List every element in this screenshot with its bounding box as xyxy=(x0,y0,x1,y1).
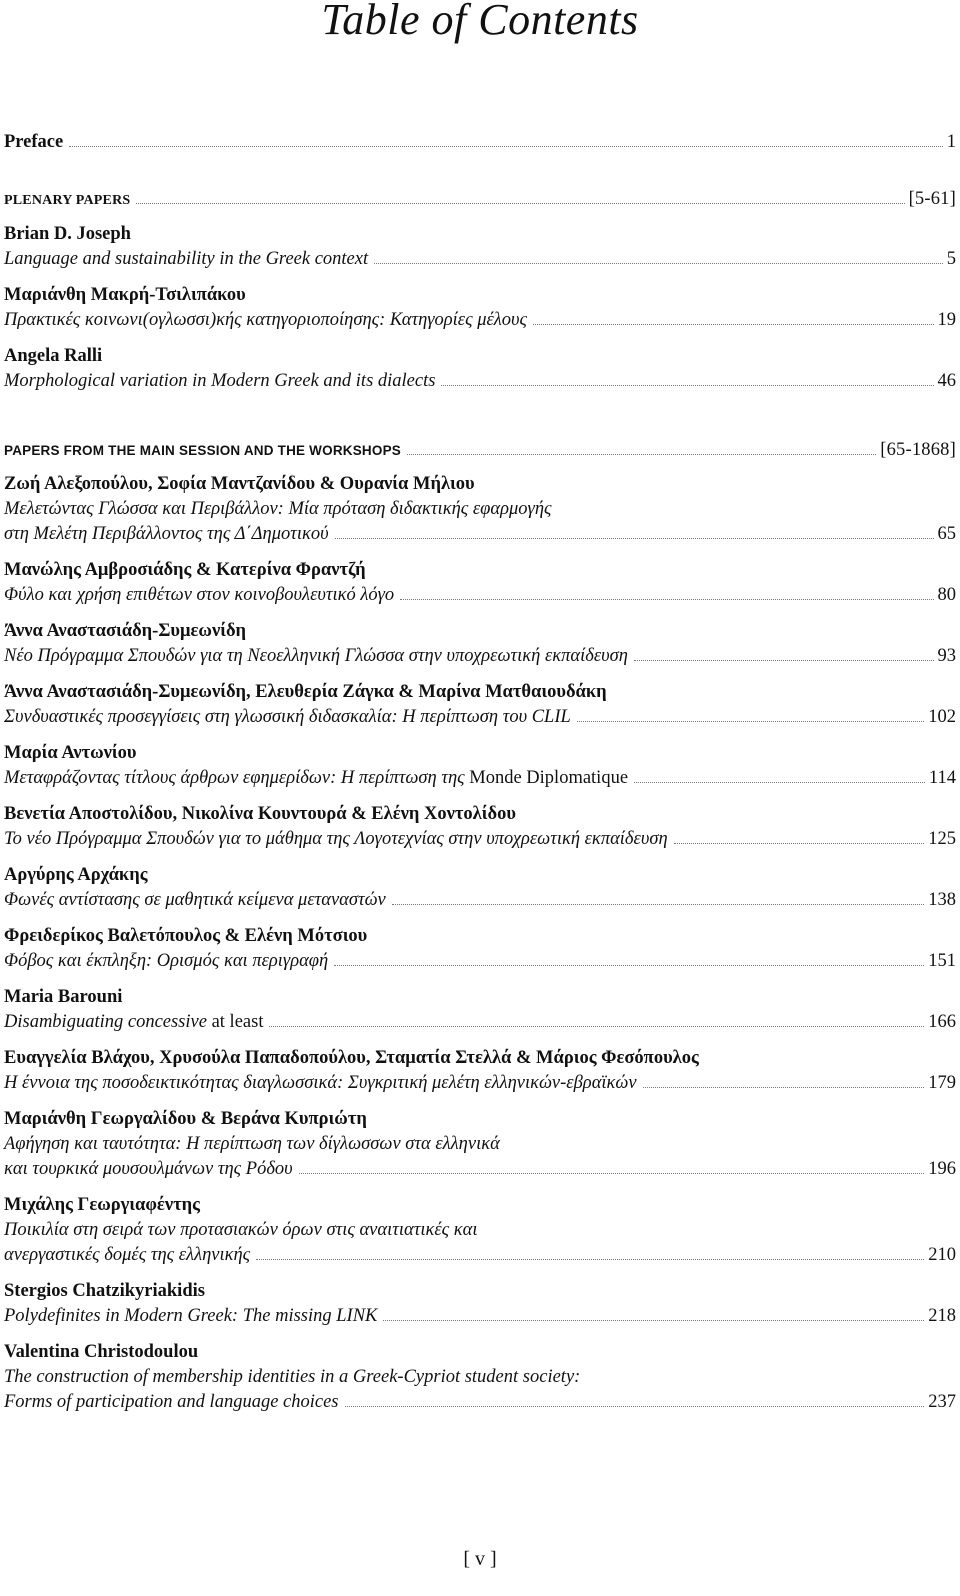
toc-preface-row[interactable] xyxy=(4,130,956,155)
dot-leader xyxy=(136,203,904,204)
dot-leader xyxy=(345,1406,925,1407)
entry-author: Brian D. Joseph xyxy=(4,224,131,244)
toc-entry[interactable] xyxy=(4,924,956,974)
dot-leader xyxy=(392,904,924,905)
entry-title-text: στη Μελέτη Περιβάλλοντος της Δ΄Δημοτικού xyxy=(4,524,329,544)
entry-title xyxy=(4,644,628,669)
entry-title xyxy=(4,522,329,547)
dot-leader xyxy=(69,146,943,147)
toc-entry[interactable] xyxy=(4,863,956,913)
entry-title-text: Language and sustainability in the Greek context xyxy=(4,249,369,269)
page-number: 102 xyxy=(928,707,956,727)
plenary-entries xyxy=(4,222,956,394)
entry-title xyxy=(4,1390,339,1415)
entry-title-text: Η έννοια της ποσοδεικτικότητας διαγλωσσικά: Συγκριτική μελέτη ελληνικών-εβραϊκών xyxy=(4,1073,637,1093)
entry-title-text: Φωνές αντίστασης σε μαθητικά κείμενα μεταναστών xyxy=(4,890,386,910)
dot-leader xyxy=(577,721,924,722)
page-number: 5 xyxy=(946,249,956,269)
page-footer-number: [ v ] xyxy=(463,1548,497,1570)
entry-title xyxy=(4,308,527,333)
entry-author: Βενετία Αποστολίδου, Νικολίνα Κουντουρά & Ελένη Χοντολίδου xyxy=(4,804,516,824)
page-number: 218 xyxy=(928,1306,956,1326)
entry-title-row xyxy=(4,766,956,791)
dot-leader xyxy=(256,1259,924,1260)
entry-title-line: Μελετώντας Γλώσσα και Περιβάλλον: Μία πρόταση διδακτικής εφαρμογής xyxy=(4,499,552,519)
entry-author: Stergios Chatzikyriakidis xyxy=(4,1281,205,1301)
entry-title-line: The construction of membership identities in a Greek-Cypriot student society: xyxy=(4,1367,581,1387)
entry-title xyxy=(4,583,394,608)
dot-leader xyxy=(269,1026,924,1027)
entry-title-line: Αφήγηση και ταυτότητα: Η περίπτωση των δίγλωσσων στα ελληνικά xyxy=(4,1134,500,1154)
entry-title-text: Disambiguating concessive xyxy=(4,1012,212,1032)
entry-title-row xyxy=(4,1304,956,1329)
page-number: 179 xyxy=(928,1073,956,1093)
page-number: 93 xyxy=(937,646,956,666)
entry-title-text: Morphological variation in Modern Greek and its dialects xyxy=(4,371,436,391)
entry-title xyxy=(4,369,435,394)
entry-title-row xyxy=(4,705,956,730)
entry-title-line: Ποικιλία στη σειρά των προτασιακών όρων στις αναιτιατικές και xyxy=(4,1220,478,1240)
entry-title-text: Πρακτικές κοινωνι(ογλωσσι)κής κατηγοριοποίησης: Κατηγορίες μέλους xyxy=(4,310,528,330)
page-number: 196 xyxy=(928,1159,956,1179)
toc-entry[interactable] xyxy=(4,472,956,547)
page-number: 19 xyxy=(937,310,956,330)
toc-entry[interactable] xyxy=(4,802,956,852)
entry-title-text: Φόβος και έκπληξη: Ορισμός και περιγραφή xyxy=(4,951,329,971)
entry-author: Μαριάνθη Γεωργαλίδου & Βεράνα Κυπριώτη xyxy=(4,1109,367,1129)
table-of-contents xyxy=(4,130,956,1426)
entry-title-text: και τουρκικά μουσουλμάνων της Ρόδου xyxy=(4,1159,293,1179)
section-heading-label: PLENARY PAPERS xyxy=(4,193,131,208)
dot-leader xyxy=(407,454,876,455)
entry-title xyxy=(4,766,628,791)
page-number: 138 xyxy=(928,890,956,910)
entry-title-text: Forms of participation and language choices xyxy=(4,1392,339,1412)
dot-leader xyxy=(383,1320,924,1321)
entry-title-row xyxy=(4,583,956,608)
entry-title-row xyxy=(4,1071,956,1096)
dot-leader xyxy=(634,782,925,783)
entry-title-row xyxy=(4,308,956,333)
entry-title xyxy=(4,827,668,852)
entry-title-row xyxy=(4,1243,956,1268)
entry-title xyxy=(4,1157,293,1182)
entry-title-text: Συνδυαστικές προσεγγίσεις στη γλωσσική διδασκαλία: Η περίπτωση του CLIL xyxy=(4,707,571,727)
entry-title xyxy=(4,949,328,974)
entry-title-text: Νέο Πρόγραμμα Σπουδών για τη Νεοελληνική Γλώσσα στην υποχρεωτική εκπαίδευση xyxy=(4,646,628,666)
page-number: 210 xyxy=(928,1245,956,1265)
page-number: 1 xyxy=(946,132,956,152)
entry-author: Αργύρης Αρχάκης xyxy=(4,865,148,885)
toc-entry[interactable] xyxy=(4,1193,956,1268)
page-number: 125 xyxy=(928,829,956,849)
entry-title-row xyxy=(4,1010,956,1035)
section-heading-main[interactable] xyxy=(4,438,956,463)
page-number: 114 xyxy=(928,768,956,788)
section-page-range: [65-1868] xyxy=(880,440,956,460)
entry-author: Μανώλης Αμβροσιάδης & Κατερίνα Φραντζή xyxy=(4,560,366,580)
dot-leader xyxy=(374,263,943,264)
entry-author: Άννα Αναστασιάδη-Συμεωνίδη, Ελευθερία Ζάγκα & Μαρίνα Ματθαιουδάκη xyxy=(4,682,607,702)
entry-title xyxy=(4,705,571,730)
entry-title-text: ανεργαστικές δομές της ελληνικής xyxy=(4,1245,251,1265)
entry-title-text: Το νέο Πρόγραμμα Σπουδών για το μάθημα της Λογοτεχνίας στην υποχρεωτική εκπαίδευση xyxy=(4,829,668,849)
entry-author: Valentina Christodoulou xyxy=(4,1342,199,1362)
entry-title-row xyxy=(4,888,956,913)
toc-entry[interactable] xyxy=(4,985,956,1035)
entry-title-row xyxy=(4,247,956,272)
dot-leader xyxy=(533,324,933,325)
dot-leader xyxy=(634,660,934,661)
dot-leader xyxy=(441,385,933,386)
entry-title-row xyxy=(4,1157,956,1182)
entry-title xyxy=(4,1010,263,1035)
entry-title-row xyxy=(4,827,956,852)
page-number: 46 xyxy=(937,371,956,391)
entry-author: Μιχάλης Γεωργιαφέντης xyxy=(4,1195,200,1215)
entry-title-roman-text: Monde Diplomatique xyxy=(469,768,629,788)
toc-entry[interactable] xyxy=(4,1279,956,1329)
entry-title xyxy=(4,1071,637,1096)
entry-title-row xyxy=(4,949,956,974)
entry-title-row xyxy=(4,522,956,547)
toc-entry[interactable] xyxy=(4,344,956,394)
entry-title-text: Μεταφράζοντας τίτλους άρθρων εφημερίδων: Η περίπτωση της xyxy=(4,768,470,788)
page-number: 166 xyxy=(928,1012,956,1032)
entry-title-row xyxy=(4,369,956,394)
entry-title xyxy=(4,247,368,272)
entry-title xyxy=(4,888,386,913)
entry-title-row xyxy=(4,1390,956,1415)
entry-author: Μαρία Αντωνίου xyxy=(4,743,137,763)
dot-leader xyxy=(674,843,925,844)
entry-author: Άννα Αναστασιάδη-Συμεωνίδη xyxy=(4,621,247,641)
page-number: 151 xyxy=(928,951,956,971)
entry-title xyxy=(4,1243,250,1268)
entry-title xyxy=(4,1304,377,1329)
entry-author: Ζωή Αλεξοπούλου, Σοφία Μαντζανίδου & Ουρανία Μήλιου xyxy=(4,474,475,494)
section-heading-plenary[interactable] xyxy=(4,187,956,213)
entry-title-row xyxy=(4,644,956,669)
entry-title-text: Φύλο και χρήση επιθέτων στον κοινοβουλευτικό λόγο xyxy=(4,585,395,605)
toc-entry[interactable] xyxy=(4,680,956,730)
toc-entry[interactable] xyxy=(4,222,956,272)
entry-author: Φρειδερίκος Βαλετόπουλος & Ελένη Μότσιου xyxy=(4,926,368,946)
dot-leader xyxy=(400,599,933,600)
entry-author: Maria Barouni xyxy=(4,987,123,1007)
toc-entry[interactable] xyxy=(4,1046,956,1096)
dot-leader xyxy=(299,1173,925,1174)
section-page-range: [5-61] xyxy=(908,189,956,209)
dot-leader xyxy=(334,965,924,966)
dot-leader xyxy=(643,1087,925,1088)
page-title: Table of Contents xyxy=(321,0,639,44)
toc-entry[interactable] xyxy=(4,1107,956,1182)
preface-label: Preface xyxy=(4,132,64,152)
page-number: 80 xyxy=(937,585,956,605)
dot-leader xyxy=(335,538,934,539)
main-entries xyxy=(4,472,956,1415)
toc-entry[interactable] xyxy=(4,558,956,608)
entry-author: Angela Ralli xyxy=(4,346,103,366)
entry-author: Μαριάνθη Μακρή-Τσιλιπάκου xyxy=(4,285,246,305)
toc-entry[interactable] xyxy=(4,283,956,333)
toc-entry[interactable] xyxy=(4,1340,956,1415)
page-number: 237 xyxy=(928,1392,956,1412)
entry-author: Ευαγγελία Βλάχου, Χρυσούλα Παπαδοπούλου, Σταματία Στελλά & Μάριος Φεσόπουλος xyxy=(4,1048,699,1068)
section-heading-label: PAPERS FROM THE MAIN SESSION AND THE WORKSHOPS xyxy=(4,443,401,458)
entry-title-text: Polydefinites in Modern Greek: The missing LINK xyxy=(4,1306,378,1326)
toc-entry[interactable] xyxy=(4,741,956,791)
toc-entry[interactable] xyxy=(4,619,956,669)
entry-title-roman-text: at least xyxy=(211,1012,264,1032)
page-number: 65 xyxy=(937,524,956,544)
